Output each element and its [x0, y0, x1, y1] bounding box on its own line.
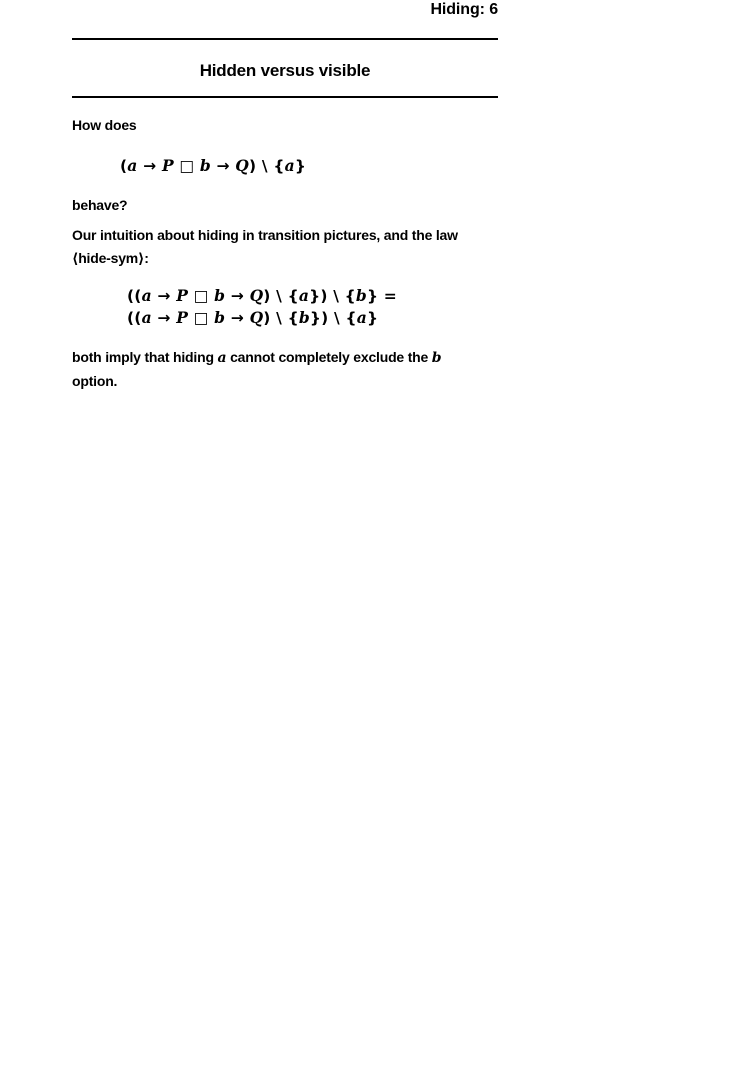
- title-rule: [72, 96, 498, 98]
- intuition-line-2: ⟨hide-sym⟩:: [72, 250, 149, 266]
- slide-title: Hidden versus visible: [199, 61, 371, 80]
- equation-line-2: ((a → P □ b → Q) \ {b}) \ {a}: [127, 308, 379, 327]
- conclusion-line-2: option.: [72, 373, 118, 389]
- page-number-label: Hiding: 6: [430, 1, 498, 18]
- display-math-process: (a → P □ b → Q) \ {a}: [120, 156, 307, 175]
- math-identifier: a: [141, 286, 152, 305]
- math-identifier: a: [127, 156, 138, 175]
- math-identifier: P: [176, 286, 189, 305]
- math-identifier: a: [141, 308, 152, 327]
- math-identifier: Q: [249, 308, 264, 327]
- math-identifier: P: [161, 156, 174, 175]
- math-identifier: P: [176, 308, 189, 327]
- math-identifier: b: [431, 350, 442, 366]
- math-identifier: b: [214, 286, 226, 305]
- paragraph-how-does: How does: [72, 117, 137, 133]
- math-identifier: a: [284, 156, 295, 175]
- display-math-hide-sym-equation: [127, 285, 397, 329]
- intuition-line-1: Our intuition about hiding in transition pictures, and the law: [72, 227, 458, 243]
- math-identifier: b: [298, 308, 310, 327]
- math-identifier: b: [355, 286, 367, 305]
- math-identifier: a: [217, 350, 227, 366]
- math-identifier: Q: [235, 156, 249, 175]
- conclusion-line-1: both imply that hiding a cannot completely exclude the b: [72, 349, 442, 366]
- math-identifier: a: [298, 286, 310, 305]
- paragraph-behave: behave?: [72, 197, 128, 213]
- math-identifier: Q: [249, 286, 264, 305]
- math-identifier: a: [356, 308, 367, 327]
- paragraph-conclusion: [72, 346, 441, 393]
- math-identifier: b: [199, 156, 211, 175]
- paragraph-intuition: [72, 224, 458, 270]
- top-rule: [72, 38, 498, 40]
- math-identifier: b: [214, 308, 226, 327]
- equation-line-1: ((a → P □ b → Q) \ {a}) \ {b} =: [127, 286, 397, 305]
